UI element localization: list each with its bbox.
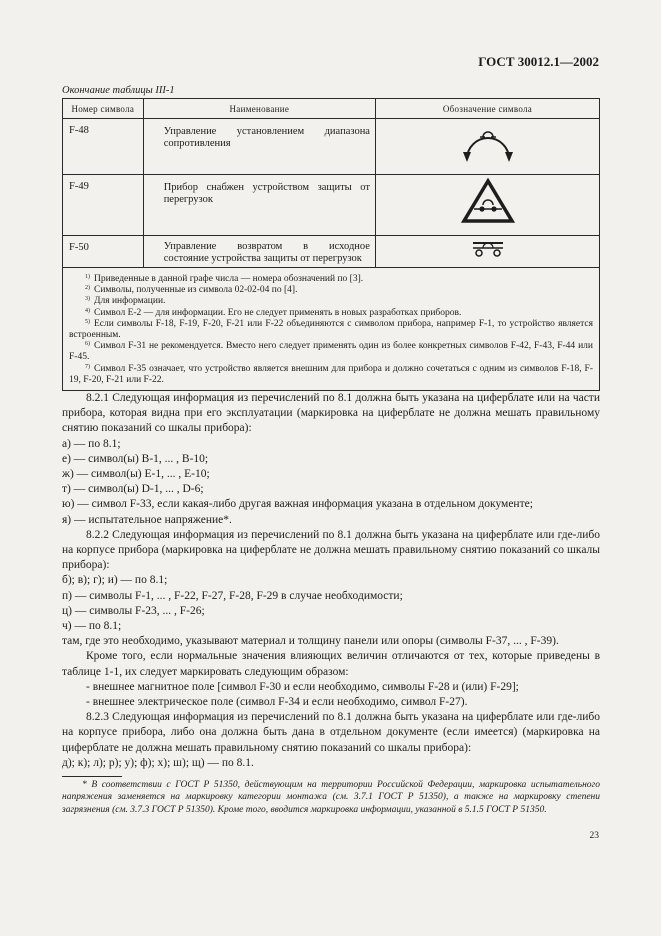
note-4: $^{4)}$ Символ E-2 — для информации. Его не следует применять в новых разработках приборов. [85,307,462,318]
list-item: п) — символы F-1, ... , F-22, F-27, F-28, F-29 в случае необходимости; [62,589,403,602]
symbol-name: Управление установлением диапазона сопротивления [143,119,375,175]
note-2: $^{2)}$ Символы, полученные из символа 02-02-04 по [4]. [85,285,298,296]
paragraph-8-2-3: 8.2.3 Следующая информация из перечислений по 8.1 должна быть указана на циферблате или где-либо на корпусе прибора, либо она должна быть дана в отдельном документе (если имеется) (маркировка на циферблате не должна мешать правильному снятию показаний со шкалы прибора): [62,711,600,754]
col-header-name: Наименование [143,99,375,119]
note-1: $^{1)}$ Приведенные в данной графе числа — номера обозначений по [3]. [85,274,364,284]
table-row [63,175,600,236]
note-7: $^{7)}$ Символ F-35 означает, что устройство является внешним для прибора и должно сочетаться с одним из символов F-18, F-19, F-20, F-21 или F-22. [69,363,593,385]
note-3: $^{3)}$ Для информации. [85,296,166,307]
list-item: е) — символ(ы) B-1, ... , B-10; [62,452,209,465]
paragraph-8-2-2: 8.2.2 Следующая информация из перечислений по 8.1 должна быть указана на циферблате или где-либо на корпусе прибора (маркировка на циферблате не должна мешать правильному снятию показаний со шкалы прибора): [62,528,600,572]
paragraph-also: Кроме того, если нормальные значения влияющих величин отличаются от тех, которые приведены в таблице 1-1, их следует маркировать следующим образом: [62,650,600,678]
symbol-drawing [375,119,599,175]
symbol-number: F-50 [63,236,144,268]
symbol-number: F-48 [63,119,144,175]
symbol-name: Управление возвратом в исходное состояние устройства защиты от перегрузок [143,236,375,268]
overload-reset-icon [376,236,599,261]
list-item: - внешнее электрическое поле (символ F-34 и если необходимо, символ F-27). [86,696,468,709]
symbol-drawing [375,175,599,236]
page-number: 23 [589,831,599,841]
table-notes [63,268,600,391]
table-header-row [63,99,600,119]
col-header-number: Номер символа [63,99,144,119]
table-row [63,236,600,268]
col-header-symbol: Обозначение символа [375,99,599,119]
paragraph-where: там, где это необходимо, указывают материал и толщину панели или опоры (символы F-37, ... , F-39). [62,635,559,648]
list-item: - внешнее магнитное поле [символ F-30 и если необходимо, символы F-28 и (или) F-29]; [86,680,519,693]
table-caption: Окончание таблицы III-1 [62,85,175,96]
list-item: а) — по 8.1; [62,437,121,450]
symbols-table [62,98,600,391]
note-6: $^{6)}$ Символ F-31 не рекомендуется. Вместо него следует применять один из более конкретных символов F-42, F-43, F-44 или F-45. [69,341,593,363]
footnote-divider [62,776,122,777]
list-item: ю) — символ F-33, если какая-либо другая важная информация указана в отдельном документе; [62,498,533,511]
list-item: т) — символ(ы) D-1, ... , D-6; [62,483,204,496]
list-item: ц) — символы F-23, ... , F-26; [62,604,205,617]
table-notes-row [63,268,600,391]
document-header: ГОСТ 30012.1—2002 [478,54,599,69]
list-item: ж) — символ(ы) E-1, ... , E-10; [62,468,210,481]
list-item: я) — испытательное напряжение*. [62,513,232,526]
list-item: б); в); г); и) — по 8.1; [62,574,168,587]
symbol-name: Прибор снабжен устройством защиты от перегрузок [143,175,375,236]
resistance-range-adjust-icon [376,119,599,167]
main-text [62,391,600,771]
overload-protection-triangle-icon [376,175,599,228]
list-item: ч) — по 8.1; [62,620,122,633]
symbol-number: F-49 [63,175,144,236]
table-row [63,119,600,175]
symbol-drawing [375,236,599,268]
list-item: д); к); л); р); у); ф); х); ш); щ) — по 8.1. [62,756,254,769]
paragraph-8-2-1: 8.2.1 Следующая информация из перечислений по 8.1 должна быть указана на циферблате или на части прибора, которая видна при его эксплуатации (маркировка на циферблате не должна мешать правильному снятию показаний со шкалы прибора): [62,392,600,435]
note-5: $^{5)}$ Если символы F-18, F-19, F-20, F-21 или F-22 объединяются с символом прибора, например F-1, то устройство является встроенным. [69,318,593,341]
footnote: * В соответствии с ГОСТ Р 51350, действующим на территории Российской Федерации, маркировка испытательного напряжения заменяется на маркировку категории монтажа (см. 3.7.1 ГОСТ Р 51350), а также на маркировку степени загрязнения (см. 3.7.3 ГОСТ Р 51350). Кроме того, вводится маркировка информации, указанной в 5.1.5 ГОСТ Р 51350. [62,780,600,815]
